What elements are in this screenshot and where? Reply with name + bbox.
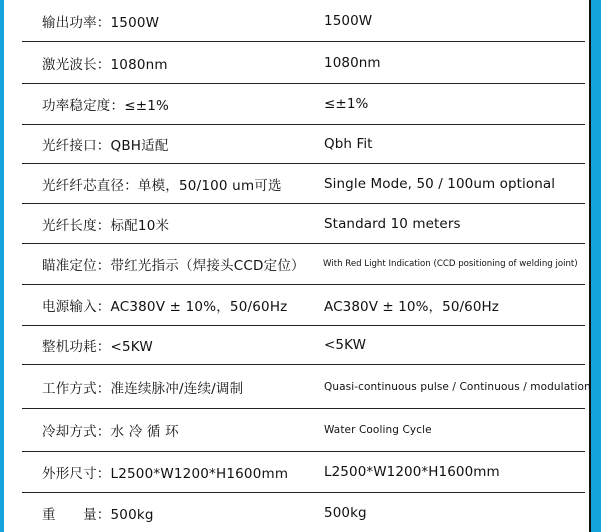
spec-cn-label: 瞄准定位：带红光指示（焊接头CCD定位）	[42, 258, 305, 274]
spec-row-power-consumption	[22, 326, 585, 365]
spec-cn-label: 光纤纤芯直径：单模，50/100 um可选	[42, 177, 282, 194]
spec-en-value: Single Mode, 50 / 100um optional	[324, 175, 556, 192]
spec-en-value: AC380V ± 10%，50/60Hz	[324, 299, 499, 315]
spec-en-value: Standard 10 meters	[324, 215, 461, 232]
spec-row-aiming	[22, 244, 585, 285]
spec-cn-label: 整机功耗：<5KW	[42, 339, 153, 355]
spec-en-value: Water Cooling Cycle	[324, 424, 432, 436]
spec-cn-label: 功率稳定度：≤±1%	[42, 98, 170, 114]
spec-en-value: <5KW	[324, 337, 367, 353]
spec-cn-label: 输出功率：1500W	[42, 14, 160, 31]
spec-en-value: 500kg	[324, 504, 367, 521]
spec-row-fiber-interface	[22, 125, 585, 164]
spec-row-output-power	[22, 0, 585, 42]
spec-row-cooling	[22, 409, 585, 452]
spec-row-fiber-core	[22, 164, 585, 204]
spec-cn-label: 光纤接口：QBH适配	[42, 138, 169, 154]
spec-en-value: ≤±1%	[324, 96, 369, 112]
spec-cn-label: 冷却方式：水 冷 循 环	[42, 424, 179, 440]
spec-table	[22, 0, 591, 532]
spec-row-dimensions	[22, 452, 585, 493]
spec-en-value: 1080nm	[324, 54, 381, 71]
spec-en-value: L2500*W1200*H1600mm	[324, 464, 500, 480]
spec-en-value: Quasi-continuous pulse / Continuous / modulation	[324, 380, 591, 393]
spec-cn-label: 光纤长度：标配10米	[42, 217, 170, 234]
left-frame-stripe	[0, 0, 4, 532]
spec-cn-label: 激光波长：1080nm	[42, 56, 168, 73]
spec-en-value: Qbh Fit	[324, 136, 373, 152]
right-border-line	[589, 0, 591, 532]
spec-row-working-mode	[22, 365, 591, 409]
spec-row-power-stability	[22, 84, 585, 125]
spec-row-power-input	[22, 285, 585, 326]
spec-cn-label: 工作方式：准连续脉冲/连续/调制	[42, 380, 244, 397]
spec-row-wavelength	[22, 42, 585, 84]
spec-cn-label: 电源输入：AC380V ± 10%，50/60Hz	[42, 299, 288, 315]
spec-cn-label: 重 量：500kg	[42, 506, 154, 523]
spec-cn-label: 外形尺寸：L2500*W1200*H1600mm	[42, 466, 289, 482]
spec-en-value: With Red Light Indication (CCD positioning of welding joint)	[323, 259, 578, 269]
spec-row-fiber-length	[22, 204, 585, 244]
spec-en-value: 1500W	[324, 12, 373, 29]
spec-row-weight	[22, 493, 585, 532]
right-frame-stripe	[591, 0, 601, 532]
